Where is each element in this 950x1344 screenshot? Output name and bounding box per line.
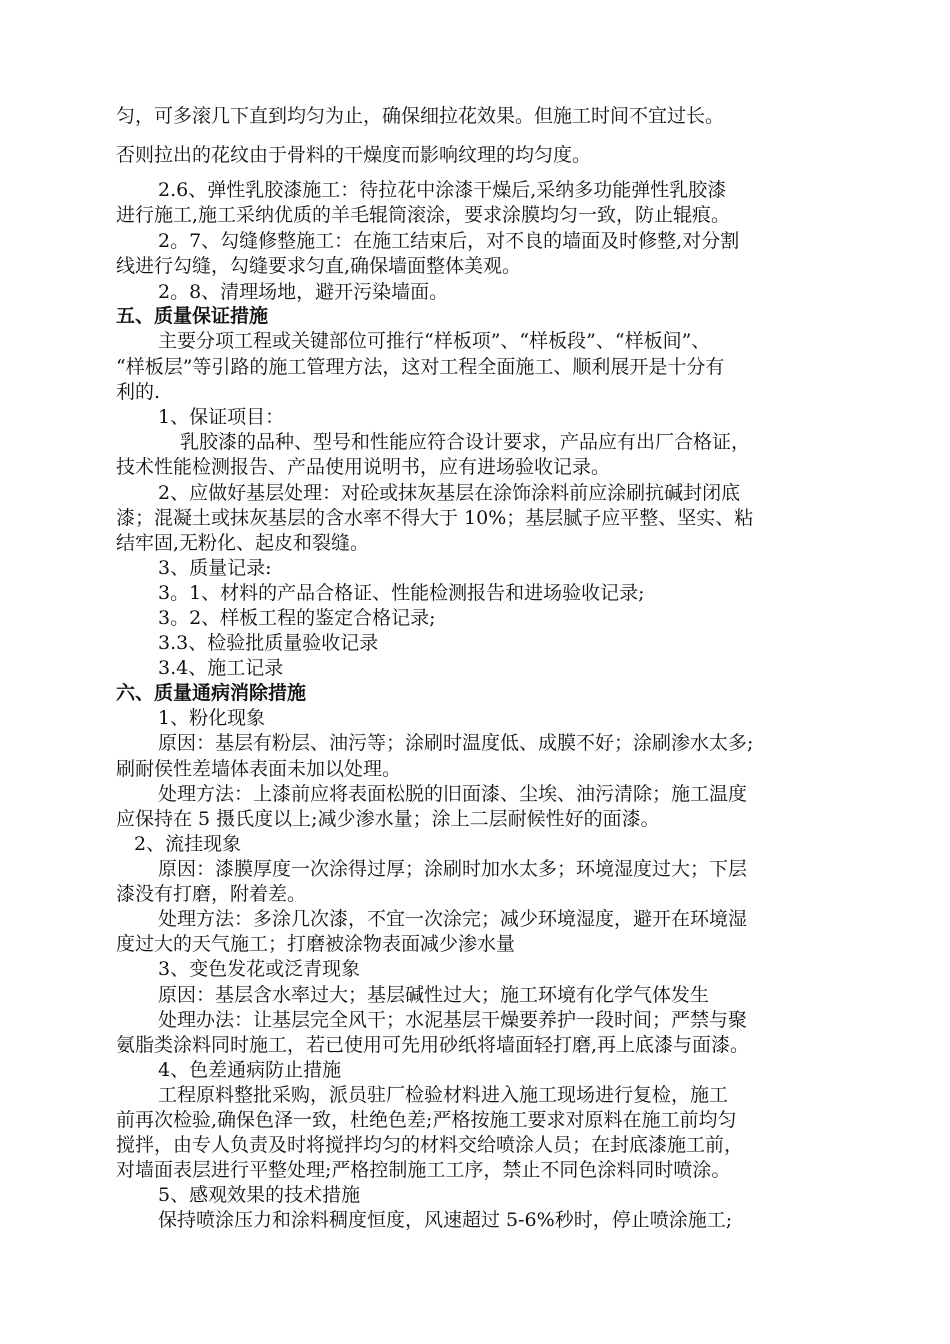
text-line: 工程原料整批采购，派员驻厂检验材料进入施工现场进行复检，施工 [158,1084,729,1106]
text-line: 保持喷涂压力和涂料稠度恒度，风速超过 5-6%秒时，停止喷涂施工; [158,1209,733,1231]
text-line: 利的. [116,381,161,403]
text-line: 对墙面表层进行平整处理;严格控制施工工序，禁止不同色涂料同时喷涂。 [116,1159,731,1181]
text-line: 应保持在 5 摄氏度以上;减少渗水量；涂上二层耐候性好的面漆。 [116,808,660,830]
text-line: 3。1、材料的产品合格证、性能检测报告和进场验收记录; [158,582,645,604]
text-line: 搅拌，由专人负责及时将搅拌均匀的材料交给喷涂人员；在封底漆施工前， [116,1134,744,1156]
text-line: 2、应做好基层处理：对砼或抹灰基层在涂饰涂料前应涂刷抗碱封闭底 [158,482,741,504]
text-line: 漆；混凝土或抹灰基层的含水率不得大于 10%；基层腻子应平整、坚实、粘 [116,507,754,529]
text-line: 漆没有打磨，附着差。 [116,883,307,905]
text-line: 结牢固,无粉化、起皮和裂缝。 [116,532,370,554]
section-heading: 五、质量保证措施 [116,305,269,327]
text-line: 3.4、施工记录 [158,657,284,679]
text-line: 刷耐侯性差墙体表面未加以处理。 [116,758,402,780]
text-line: 3.3、检验批质量验收记录 [158,632,379,654]
text-line: 3、质量记录: [158,557,272,579]
text-line: 1、保证项目： [158,406,285,428]
section-heading: 六、质量通病消除措施 [116,682,307,704]
text-line: 2.6、弹性乳胶漆施工：待拉花中涂漆干燥后,采纳多功能弹性乳胶漆 [158,179,727,201]
text-line: 主要分项工程或关键部位可推行“样板项”、“样板段”、“样板间”、 [158,330,711,352]
text-line: 前再次检验,确保色泽一致，杜绝色差;严格按施工要求对原料在施工前均匀 [116,1109,737,1131]
text-line: 匀，可多滚几下直到均匀为止，确保细拉花效果。但施工时间不宜过长。 [116,105,725,127]
text-line: 处理方法：多涂几次漆，不宜一次涂完；减少环境湿度，避开在环境湿 [158,908,748,930]
text-line: 技术性能检测报告、产品使用说明书，应有进场验收记录。 [116,456,611,478]
text-line: 处理办法：让基层完全风干；水泥基层干燥要养护一段时间；严禁与聚 [158,1009,748,1031]
text-line: 度过大的天气施工；打磨被涂物表面减少渗水量 [116,933,516,955]
text-line: 4、色差通病防止措施 [158,1059,342,1081]
text-line: 线进行勾缝，勾缝要求匀直,确保墙面整体美观。 [116,255,522,277]
text-line: 1、粉化现象 [158,707,266,729]
text-line: 原因：漆膜厚度一次涂得过厚；涂刷时加水太多；环境湿度过大；下层 [158,858,748,880]
text-line: 处理方法：上漆前应将表面松脱的旧面漆、尘埃、油污清除；施工温度 [158,783,748,805]
text-line: 2、流挂现象 [134,833,242,855]
text-line: 进行施工,施工采纳优质的羊毛辊筒滚涂，要求涂膜均匀一致，防止辊痕。 [116,204,731,226]
text-line: 3。2、样板工程的鉴定合格记录; [158,607,436,629]
text-line: 2。8、清理场地，避开污染墙面。 [158,281,449,303]
text-line: 原因：基层含水率过大；基层碱性过大；施工环境有化学气体发生 [158,984,710,1006]
text-line: 氨脂类涂料同时施工，若已使用可先用砂纸将墙面轻打磨,再上底漆与面漆。 [116,1034,750,1056]
text-line: 5、感观效果的技术措施 [158,1184,361,1206]
text-line: 乳胶漆的品种、型号和性能应符合设计要求，产品应有出厂合格证， [180,431,751,453]
text-line: 3、变色发花或泛青现象 [158,958,361,980]
text-line: 否则拉出的花纹由于骨料的干燥度而影响纹理的均匀度。 [116,144,592,166]
text-line: 原因：基层有粉层、油污等；涂刷时温度低、成膜不好；涂刷渗水太多; [158,732,754,754]
text-line: 2。7、勾缝修整施工：在施工结束后，对不良的墙面及时修整,对分割 [158,230,740,252]
text-line: “样板层”等引路的施工管理方法，这对工程全面施工、顺利展开是十分有 [116,356,725,378]
